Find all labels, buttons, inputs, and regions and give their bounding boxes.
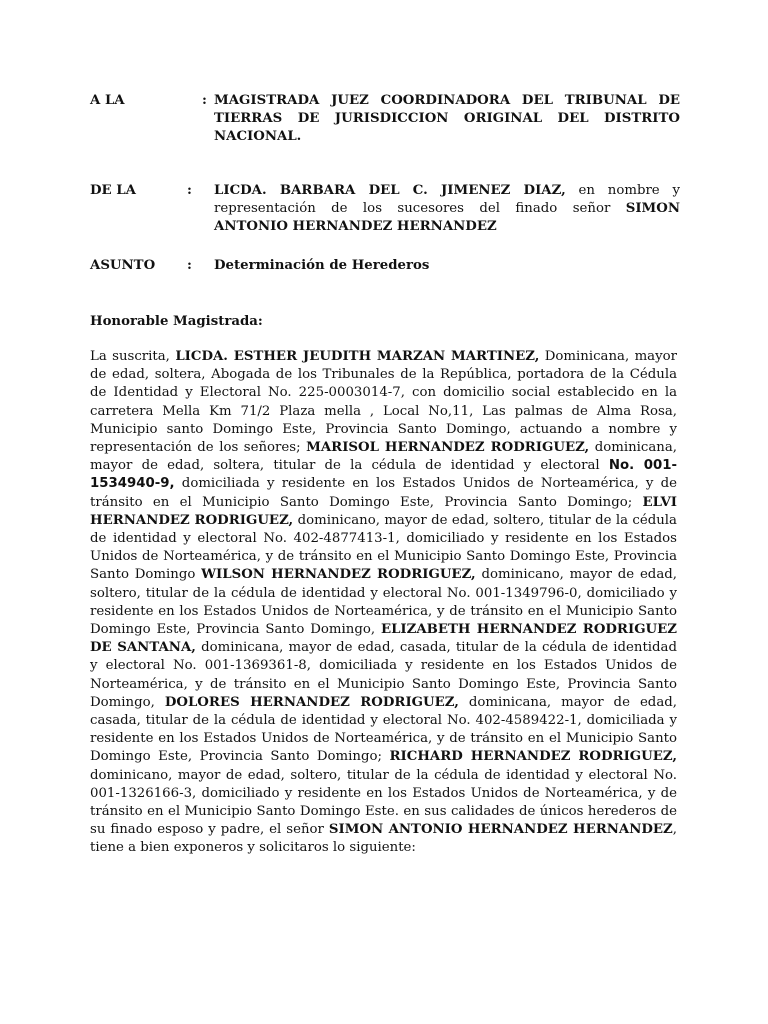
heir-name: RICHARD HERNANDEZ RODRIGUEZ, xyxy=(389,749,677,765)
body-text: dominicano, mayor de edad, soltero, titular de la cédula de identidad y electoral No. 001-1326166-3, domiciliado y residente en los Estados Unidos de Norteamérica, y de tránsito en el Municipio Santo Domingo Este. en sus calidades de únicos herederos de su finado esposo y padre, el señor xyxy=(90,767,677,838)
sender-text: en nombre y representación de los sucesores del finado señor xyxy=(214,183,680,217)
body-text: , tiene a bien exponeros y solicitaros lo siguiente: xyxy=(90,822,677,856)
body-text: dominicana, mayor de edad, soltera, titular de la cédula de identidad y electoral xyxy=(90,440,678,474)
body-text: dominicana, mayor de edad, casada, titular de la cédula de identidad y electoral No. 001-1369361-8, domiciliada y residente en los Estados Unidos de Norteamérica, y de tránsito en el Municipio Santo Domingo Este, Provincia Santo Domingo, xyxy=(90,640,677,710)
id-number: No. 001-1534940-9, xyxy=(90,458,678,492)
recipient-value: MAGISTRADA JUEZ COORDINADORA DEL TRIBUNAL DE TIERRAS DE JURISDICCION ORIGINAL DEL DISTRITO NACIONAL. xyxy=(214,93,680,145)
subject-colon: : xyxy=(187,258,192,273)
body-text: dominicano, mayor de edad, soltero, titular de la cédula de identidad y electoral No. 001-1349796-0, domiciliado y residente en los Estados Unidos de Norteamérica, y de tránsito en el Municipio Santo Domingo Este, Provincia Santo Domingo, xyxy=(90,567,677,638)
recipient-colon: : xyxy=(202,93,207,108)
salutation: Honorable Magistrada: xyxy=(90,314,263,329)
sender-colon: : xyxy=(187,183,192,198)
attorney-name: LICDA. ESTHER JEUDITH MARZAN MARTINEZ, xyxy=(175,349,540,364)
subject-label: ASUNTO xyxy=(90,258,156,273)
heir-name: ELIZABETH HERNANDEZ RODRIGUEZ DE SANTANA, xyxy=(90,622,677,656)
subject-value: Determinación de Herederos xyxy=(214,258,430,273)
body-text: La suscrita, xyxy=(90,349,176,364)
sender-value xyxy=(214,182,680,237)
body-text: dominicana, mayor de edad, casada, titular de la cédula de identidad y electoral No. 402-4589422-1, domiciliada y residente en los Estados Unidos de Norteamérica, y de tránsito en el Municipio Santo Domingo Este, Provincia Santo Domingo; xyxy=(90,694,677,765)
heir-name: WILSON HERNANDEZ RODRIGUEZ, xyxy=(201,567,476,583)
sender-label: DE LA xyxy=(90,183,136,198)
deceased-name: SIMON ANTONIO HERNANDEZ HERNANDEZ xyxy=(328,822,673,838)
heir-name: ELVI HERNANDEZ RODRIGUEZ, xyxy=(90,494,677,528)
body-text: Dominicana, mayor de edad, soltera, Abogada de los Tribunales de la República, portadora de la Cédula de Identidad y Electoral No. 225-0003014-7, con domicilio social establecido en la carretera Mella Km 71/2 Plaza mella , Local No,11, Las palmas de Alma Rosa, Municipio santo Domingo Este, Provincia Santo Domingo, actuando a nombre y representación de los señores; xyxy=(90,349,677,456)
deceased-name: SIMON ANTONIO HERNANDEZ HERNANDEZ xyxy=(214,201,680,235)
body-text: dominicano, mayor de edad, soltero, titular de la cédula de identidad y electoral No. 402-4877413-1, domiciliado y residente en los Estados Unidos de Norteamérica, y de tránsito en el Municipio Santo Domingo Este, Provincia Santo Domingo xyxy=(90,512,677,583)
heir-name: MARISOL HERNANDEZ RODRIGUEZ, xyxy=(306,440,590,456)
recipient-label: A LA xyxy=(90,93,125,108)
body-paragraph xyxy=(90,348,677,858)
body-text: domiciliada y residente en los Estados Unidos de Norteamérica, y de tránsito en el Municipio Santo Domingo Este, Provincia Santo Domingo; xyxy=(90,476,677,510)
sender-name: LICDA. BARBARA DEL C. JIMENEZ DIAZ, xyxy=(214,183,566,198)
heir-name: DOLORES HERNANDEZ RODRIGUEZ, xyxy=(164,694,459,710)
